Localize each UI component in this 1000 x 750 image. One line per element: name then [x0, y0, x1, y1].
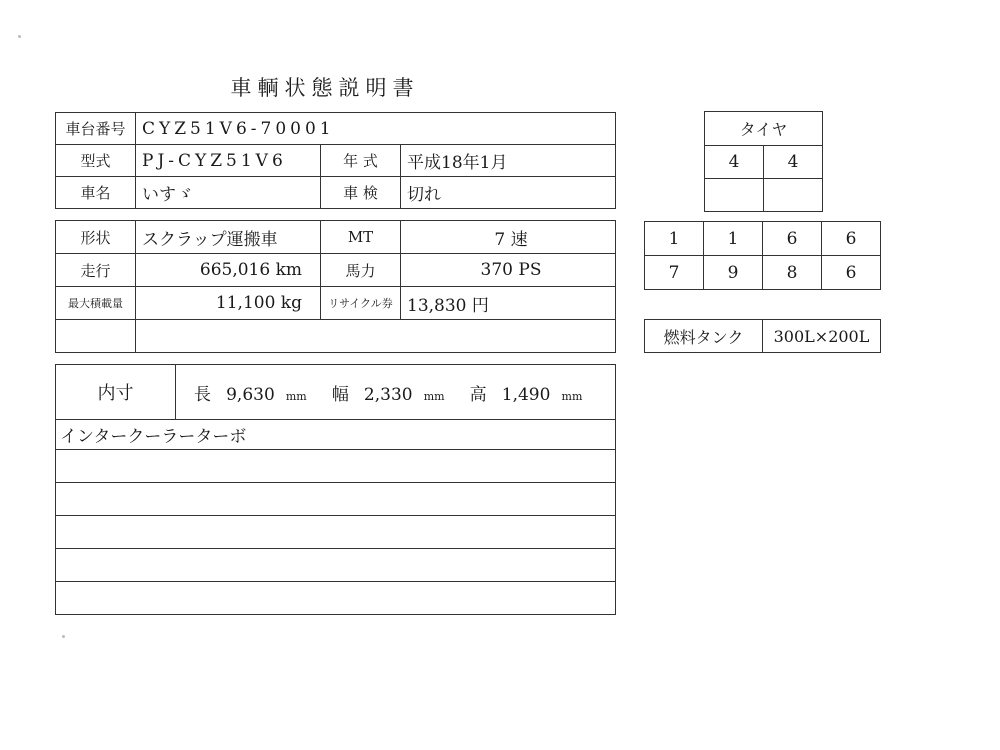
tire-value: 4	[764, 146, 823, 179]
chassis-label: 車台番号	[56, 113, 136, 145]
grid-cell: 8	[763, 256, 822, 290]
name-value: いすゞ	[136, 177, 321, 209]
fuel-value: 300L×200L	[763, 320, 881, 353]
grid-cell: 7	[645, 256, 704, 290]
tire-value	[705, 179, 764, 212]
power-value: 370 PS	[401, 254, 616, 287]
shape-value: スクラップ運搬車	[136, 221, 321, 254]
inspection-label: 車 検	[321, 177, 401, 209]
capacity-label: 最大積載量	[56, 287, 136, 320]
note-line	[56, 483, 616, 516]
model-label: 型式	[56, 145, 136, 177]
chassis-value: CYZ51V6-70001	[136, 113, 616, 145]
grid-cell: 1	[645, 222, 704, 256]
spec-empty-label	[56, 320, 136, 353]
note-line	[56, 549, 616, 582]
mileage-value: 665,016 km	[136, 254, 321, 287]
tire-depth-grid	[644, 221, 881, 290]
mileage-label: 走行	[56, 254, 136, 287]
note-line	[56, 582, 616, 615]
dimensions-label: 内寸	[56, 365, 176, 420]
spec-table	[55, 220, 616, 353]
grid-cell: 6	[822, 256, 881, 290]
capacity-value: 11,100 kg	[136, 287, 321, 320]
tire-label: タイヤ	[705, 112, 823, 146]
recycle-label: リサイクル券	[321, 287, 401, 320]
tire-value: 4	[705, 146, 764, 179]
vehicle-info-table	[55, 112, 616, 209]
transmission-label: MT	[321, 221, 401, 254]
spec-empty-value	[136, 320, 616, 353]
height-unit: mm	[561, 389, 583, 403]
width-value: 2,330	[363, 384, 413, 405]
year-label: 年 式	[321, 145, 401, 177]
grid-cell: 1	[704, 222, 763, 256]
dimensions-notes-table	[55, 364, 616, 615]
model-value: PJ-CYZ51V6	[136, 145, 321, 177]
height-label: 高	[469, 384, 487, 405]
width-label: 幅	[331, 384, 349, 405]
document-title: 車輌状態説明書	[230, 76, 420, 100]
fuel-label: 燃料タンク	[645, 320, 763, 353]
recycle-value: 13,830 円	[401, 287, 616, 320]
name-label: 車名	[56, 177, 136, 209]
note-line: インタークーラーターボ	[56, 420, 616, 450]
tire-table	[704, 111, 823, 212]
inspection-value: 切れ	[401, 177, 616, 209]
year-value: 平成18年1月	[401, 145, 616, 177]
length-unit: mm	[285, 389, 307, 403]
note-line	[56, 450, 616, 483]
dimensions-values	[176, 365, 616, 420]
scan-speck	[18, 35, 21, 38]
note-line	[56, 516, 616, 549]
height-value: 1,490	[501, 384, 551, 405]
grid-cell: 6	[763, 222, 822, 256]
grid-cell: 6	[822, 222, 881, 256]
grid-cell: 9	[704, 256, 763, 290]
scan-speck	[62, 635, 65, 638]
shape-label: 形状	[56, 221, 136, 254]
length-value: 9,630	[226, 384, 275, 405]
power-label: 馬力	[321, 254, 401, 287]
length-label: 長	[194, 384, 211, 405]
tire-value	[764, 179, 823, 212]
transmission-value: 7 速	[401, 221, 616, 254]
width-unit: mm	[423, 389, 445, 403]
fuel-tank-table	[644, 319, 881, 353]
